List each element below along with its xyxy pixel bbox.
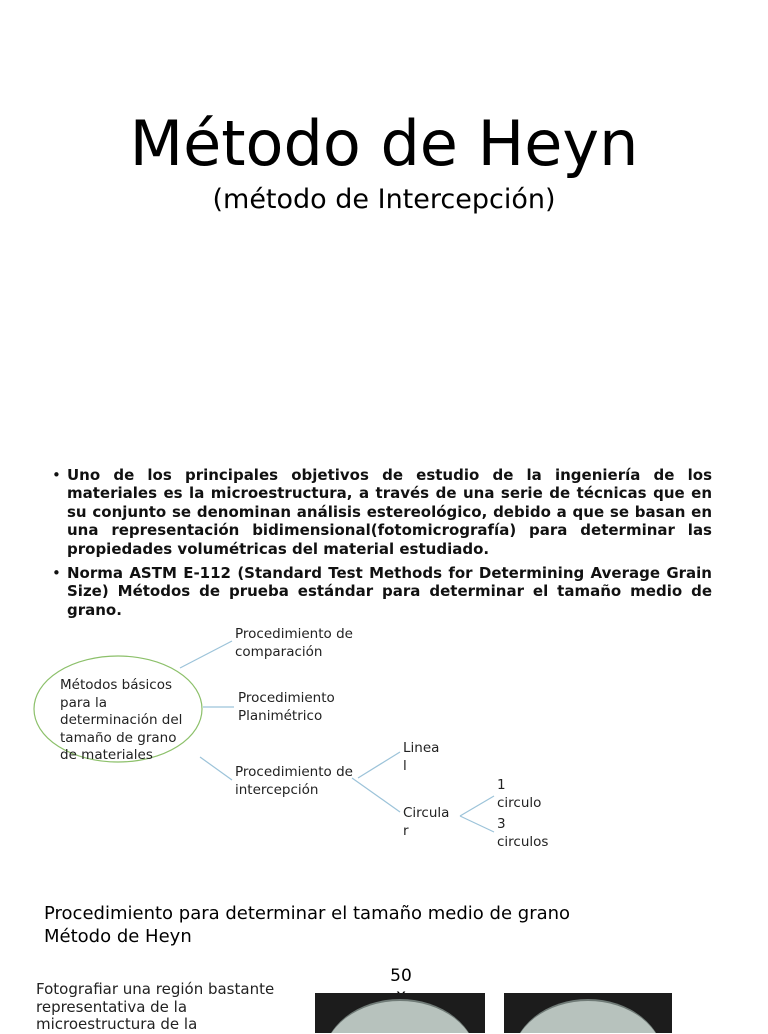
section-heading: Procedimiento para determinar el tamaño medio de grano Método de Heyn <box>44 903 571 947</box>
connector-line <box>200 757 232 780</box>
bullet-text: Norma ASTM E-112 (Standard Test Methods for Determining Average Grain Size) Métodos de prueba estándar para determinar el tamaño medio de grano. <box>67 564 712 619</box>
diagram-node-comparacion: Procedimiento de comparación <box>235 626 353 660</box>
connector-line <box>358 752 400 778</box>
bullet-text: Uno de los principales objetivos de estudio de la ingeniería de los materiales es la microestructura, a través de una serie de técnicas que en su conjunto se denominan análisis estereológico, debido a que se basan en una representación bidimensional(fotomicrografía) para determinar las propiedades volumétricas del material estudiado. <box>67 466 712 558</box>
photo-caption: Fotografiar una región bastante representativa de la microestructura de la <box>36 980 275 1033</box>
page-subtitle: (método de Intercepción) <box>212 184 556 215</box>
connector-line <box>460 816 494 832</box>
magnification-label: 50 <box>390 966 412 986</box>
diagram-node-circular: Circula r <box>403 805 450 839</box>
connector-line <box>460 796 494 816</box>
bullet-dot: • <box>52 564 61 583</box>
connector-line <box>352 778 400 812</box>
diagram-root-label: Métodos básicos para la determinación del tamaño de grano de materiales <box>60 677 183 763</box>
micrograph-photo-left <box>315 993 485 1033</box>
diagram-node-planimetrico: Procedimiento Planimétrico <box>238 690 335 724</box>
diagram-node-3-circulos: 3 circulos <box>497 816 549 850</box>
diagram-node-intercepcion: Procedimiento de intercepción <box>235 764 353 798</box>
page-title: Método de Heyn <box>129 107 639 180</box>
micrograph-photo-right <box>504 993 672 1033</box>
bullet-dot: • <box>52 466 61 484</box>
diagram-node-lineal: Linea l <box>403 740 440 774</box>
connector-line <box>180 641 232 668</box>
diagram-node-1-circulo: 1 circulo <box>497 777 542 811</box>
